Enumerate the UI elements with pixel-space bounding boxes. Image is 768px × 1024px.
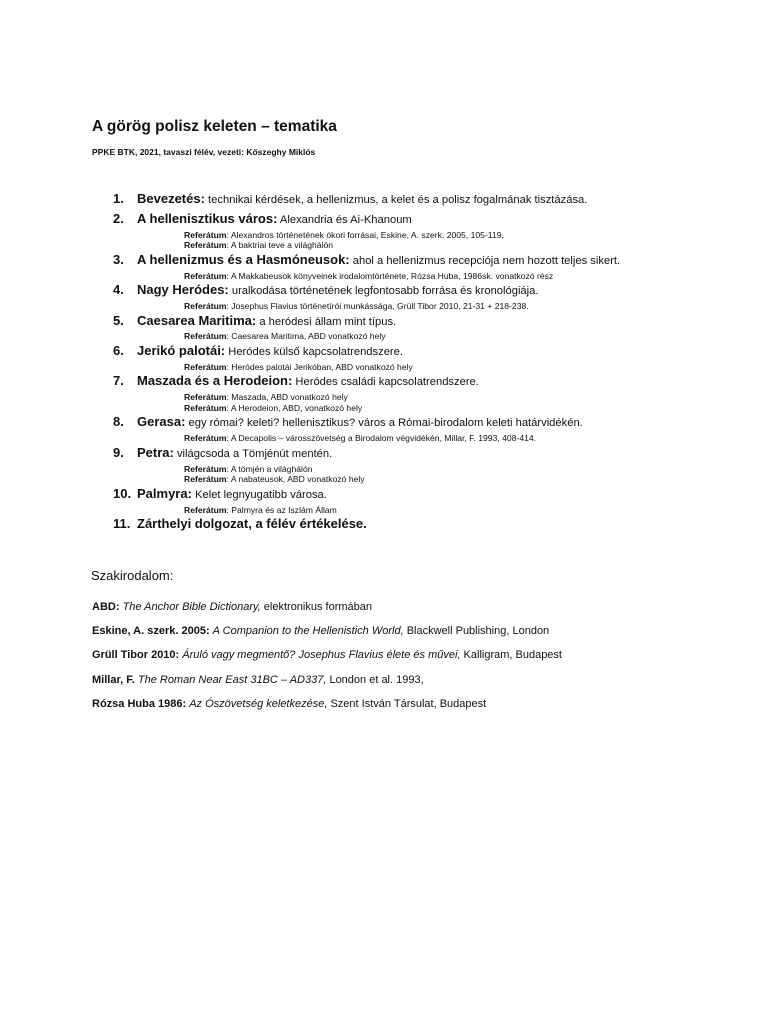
reference-line bbox=[184, 362, 768, 373]
topic-description: Alexandria és Ai-Khanoum bbox=[277, 213, 412, 226]
reference-text: : A Decapolis – városszövetség a Birodalom végvidékén, Millar, F. 1993, 408-414. bbox=[226, 433, 537, 444]
topic-description: ahol a hellenizmus recepciója nem hozott teljes sikert. bbox=[349, 254, 621, 267]
topic-line bbox=[113, 372, 768, 392]
literature-key: Rózsa Huba 1986: bbox=[92, 697, 187, 710]
topic-heading: Palmyra: bbox=[137, 485, 192, 501]
literature-heading: Szakirodalom: bbox=[91, 568, 174, 583]
reference-text: : A Herodeion, ABD, vonatkozó hely bbox=[226, 402, 363, 413]
reference-label: Referátum bbox=[184, 402, 227, 413]
topic-item bbox=[113, 312, 768, 342]
reference-text: : Josephus Flavius történetírói munkássága, Grüll Tibor 2010, 21-31 + 218-238. bbox=[226, 300, 529, 311]
reference-line bbox=[184, 331, 768, 342]
reference-line bbox=[184, 271, 768, 282]
reference-line bbox=[184, 392, 768, 403]
topic-item bbox=[113, 210, 768, 251]
topic-heading: Bevezetés: bbox=[137, 191, 205, 206]
topic-number: 1. bbox=[113, 191, 124, 206]
literature-key: ABD: bbox=[92, 601, 120, 613]
reference-label: Referátum bbox=[184, 300, 227, 311]
topic-list bbox=[0, 190, 768, 535]
topic-number: 5. bbox=[113, 312, 124, 328]
reference-list bbox=[184, 464, 768, 485]
topic-description: technikai kérdések, a hellenizmus, a kelet és a polisz fogalmának tisztázása. bbox=[204, 194, 588, 206]
reference-text: : Heródes palotái Jerikóban, ABD vonatkozó hely bbox=[226, 361, 413, 372]
literature-publisher: London et al. 1993, bbox=[326, 673, 424, 686]
topic-description: Kelet legnyugatibb városa. bbox=[191, 488, 327, 501]
literature-title: The Anchor Bible Dictionary, bbox=[122, 601, 261, 613]
document-title: A görög polisz keleten – tematika bbox=[92, 118, 337, 135]
literature-publisher: Szent István Társulat, Budapest bbox=[327, 697, 487, 710]
topic-line bbox=[113, 210, 768, 230]
reference-text: : Palmyra és az Iszlám Állam bbox=[226, 504, 337, 515]
literature-list bbox=[92, 595, 562, 716]
topic-number: 4. bbox=[113, 282, 124, 298]
topic-number: 9. bbox=[113, 444, 124, 460]
reference-label: Referátum bbox=[184, 504, 227, 515]
reference-line bbox=[184, 505, 768, 516]
topic-item bbox=[113, 342, 768, 372]
topic-item bbox=[113, 485, 768, 515]
reference-line bbox=[184, 240, 768, 251]
literature-title: A Companion to the Hellenistich World, bbox=[212, 625, 404, 638]
literature-item bbox=[92, 619, 562, 643]
literature-key: Millar, F. bbox=[92, 673, 135, 686]
topic-description: Heródes külső kapcsolatrendszere. bbox=[225, 345, 403, 358]
literature-publisher: Kalligram, Budapest bbox=[460, 649, 562, 662]
topic-item bbox=[113, 515, 768, 535]
reference-list bbox=[184, 362, 768, 373]
topic-heading: A hellenizmus és a Hasmóneusok: bbox=[137, 251, 350, 267]
topic-number: 3. bbox=[113, 251, 124, 267]
reference-label: Referátum bbox=[184, 331, 227, 342]
reference-line bbox=[184, 474, 768, 485]
reference-line bbox=[184, 464, 768, 475]
topic-line bbox=[113, 251, 768, 271]
reference-label: Referátum bbox=[184, 463, 227, 474]
topic-number: 6. bbox=[113, 342, 124, 358]
reference-list bbox=[184, 433, 768, 444]
topic-description: a heródesi állam mint típus. bbox=[256, 315, 397, 328]
topic-description: Heródes családi kapcsolatrendszere. bbox=[292, 376, 479, 389]
reference-label: Referátum bbox=[184, 229, 227, 240]
literature-key: Grüll Tibor 2010: bbox=[92, 649, 180, 662]
reference-list bbox=[184, 271, 768, 282]
topic-number: 11. bbox=[113, 516, 131, 532]
topic-line bbox=[113, 342, 768, 362]
topic-line bbox=[113, 312, 768, 332]
reference-label: Referátum bbox=[184, 240, 227, 251]
reference-text: : Maszada, ABD vonatkozó hely bbox=[226, 392, 348, 403]
reference-list bbox=[184, 505, 768, 516]
topic-line bbox=[113, 444, 768, 464]
topic-heading: Zárthelyi dolgozat, a félév értékelése. bbox=[137, 516, 367, 532]
topic-heading: Nagy Heródes: bbox=[137, 282, 229, 298]
topic-line bbox=[113, 485, 768, 505]
topic-heading: Jerikó palotái: bbox=[137, 342, 226, 358]
reference-text: : A tömjén a világhálón bbox=[226, 463, 313, 474]
topic-heading: Maszada és a Herodeion: bbox=[137, 373, 293, 389]
reference-line bbox=[184, 433, 768, 444]
topic-heading: Petra: bbox=[137, 444, 174, 460]
reference-list bbox=[184, 392, 768, 413]
topic-item bbox=[113, 190, 768, 210]
reference-text: : Alexandros történetének ókori forrásai, Eskine, A. szerk. 2005, 105-119. bbox=[226, 229, 504, 240]
topic-line bbox=[113, 515, 768, 535]
literature-item bbox=[92, 668, 562, 692]
topic-number: 10. bbox=[113, 485, 132, 501]
reference-text: : Caesarea Maritima, ABD vonatkozó hely bbox=[226, 331, 386, 342]
literature-key: Eskine, A. szerk. 2005: bbox=[92, 625, 210, 638]
reference-label: Referátum bbox=[184, 392, 227, 403]
reference-line bbox=[184, 301, 768, 312]
document-subtitle: PPKE BTK, 2021, tavaszi félév, vezeti: Kőszeghy Miklós bbox=[92, 147, 316, 157]
topic-line bbox=[113, 190, 768, 210]
topic-heading: Caesarea Maritima: bbox=[137, 312, 257, 328]
reference-text: : A Makkabeusok könyveinek irodalomtörténete, Rózsa Huba, 1986sk. vonatkozó rész bbox=[226, 270, 554, 281]
literature-publisher: elektronikus formában bbox=[260, 601, 373, 613]
literature-item bbox=[92, 643, 562, 667]
topic-number: 8. bbox=[113, 414, 124, 430]
topic-number: 2. bbox=[113, 210, 124, 226]
literature-item bbox=[92, 595, 562, 619]
reference-label: Referátum bbox=[184, 474, 227, 485]
reference-label: Referátum bbox=[184, 270, 227, 281]
literature-publisher: Blackwell Publishing, London bbox=[403, 625, 550, 638]
topic-item bbox=[113, 444, 768, 485]
topic-heading: A hellenisztikus város: bbox=[137, 210, 278, 226]
literature-item bbox=[92, 692, 562, 716]
topic-line bbox=[113, 413, 768, 433]
reference-label: Referátum bbox=[184, 361, 227, 372]
topic-item bbox=[113, 281, 768, 311]
reference-text: : A baktriai teve a világhálón bbox=[226, 240, 334, 251]
topic-item bbox=[113, 413, 768, 443]
topic-line bbox=[113, 281, 768, 301]
reference-line bbox=[184, 403, 768, 414]
topic-item bbox=[113, 251, 768, 281]
reference-list bbox=[184, 230, 768, 251]
topic-description: uralkodása történetének legfontosabb forrása és kronológiája. bbox=[228, 285, 539, 298]
reference-list bbox=[184, 331, 768, 342]
topic-heading: Gerasa: bbox=[137, 414, 186, 430]
reference-line bbox=[184, 230, 768, 241]
topic-description: világcsoda a Tömjénút mentén. bbox=[173, 447, 333, 460]
topic-description: egy római? keleti? hellenisztikus? város a Római-birodalom keleti határvidékén. bbox=[185, 417, 583, 430]
literature-title: Áruló vagy megmentő? Josephus Flavius élete és művei, bbox=[182, 649, 461, 662]
literature-title: Az Ószövetség keletkezése, bbox=[189, 697, 328, 710]
topic-number: 7. bbox=[113, 373, 124, 389]
reference-label: Referátum bbox=[184, 433, 227, 444]
topic-item bbox=[113, 372, 768, 413]
literature-title: The Roman Near East 31BC – AD337, bbox=[137, 673, 327, 686]
reference-list bbox=[184, 301, 768, 312]
reference-text: : A nabateusok, ABD vonatkozó hely bbox=[226, 474, 365, 485]
